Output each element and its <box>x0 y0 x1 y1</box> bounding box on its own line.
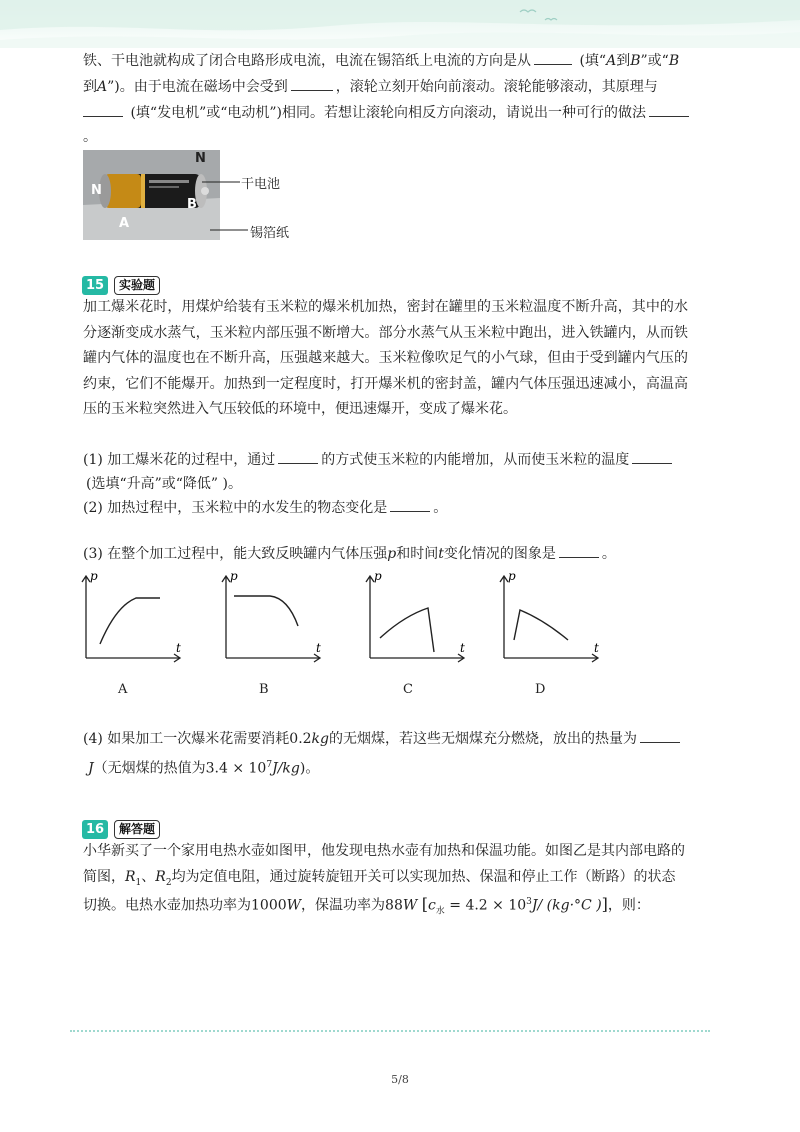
graph-b-xaxis: t <box>316 641 321 655</box>
graph-c <box>362 566 477 666</box>
graph-c-yaxis: p <box>374 569 382 583</box>
graph-c-xaxis: t <box>460 641 465 655</box>
q15-sub1: (1) 加工爆米花的过程中，通过 的方式使玉米粒的内能增加，从而使玉米粒的温度 <box>83 449 675 471</box>
point-b-label: B <box>187 197 197 212</box>
pole-n-top-label: N <box>195 151 206 166</box>
q14-line3: (填“发电机”或“电动机”)相同。若想让滚轮向相反方向滚动，请说出一种可行的做法 <box>83 102 692 124</box>
graph-a-yaxis: p <box>90 569 98 583</box>
battery-label: 干电池 <box>241 177 281 192</box>
graph-d <box>496 566 611 666</box>
pole-n-left-label: N <box>91 183 102 198</box>
foil-label: 锡箔纸 <box>250 226 290 241</box>
graph-a <box>78 566 193 666</box>
graph-b-label: B <box>259 682 269 697</box>
graph-a-label: A <box>118 682 128 697</box>
q15-sub2: (2) 加热过程中，玉米粒中的水发生的物态变化是 。 <box>83 497 447 519</box>
q15-passage: 加工爆米花时，用煤炉给装有玉米粒的爆米机加热，密封在罐里的玉米粒温度不断升高，其中的水分逐渐变成水蒸气，玉米粒内部压强不断增大。部分水蒸气从玉米粒中跑出，进入铁罐内，从而铁罐内气体的温度也在不断升高，压强越来越大。玉米粒像吹足气的小气球，但由于受到罐内气压的约束，它们不能爆开。加热到一定程度时，打开爆米机的密封盖，罐内气体压强迅速减小，高温高压的玉米粒突然进入气压较低的环境中，便迅速爆开，变成了爆米花。 <box>83 299 688 417</box>
header-decoration <box>0 0 800 48</box>
graph-d-label: D <box>535 682 546 697</box>
graph-d-xaxis: t <box>594 641 599 655</box>
q15-number: 15 <box>82 276 108 295</box>
q15-type: 实验题 <box>114 276 160 295</box>
q15-sub1-cont: (选填“升高”或“降低” )。 <box>86 476 243 492</box>
q16-type: 解答题 <box>114 820 160 839</box>
q15-sub3: (3) 在整个加工过程中，能大致反映罐内气体压强p和时间t变化情况的图象是 。 <box>83 543 616 565</box>
q14-line2: 到A”)。由于电流在磁场中会受到 ，滚轮立刻开始向前滚动。滚轮能够滚动，其原理与 <box>83 76 658 98</box>
q15-sub4: (4) 如果加工一次爆米花需要消耗0.2kg的无烟煤，若这些无烟煤充分燃烧，放出的热量为 <box>83 728 683 750</box>
q15-badge <box>82 276 160 295</box>
q14-line4: 。 <box>83 129 97 145</box>
point-a-label: A <box>119 216 130 231</box>
graph-b-yaxis: p <box>230 569 238 583</box>
footer-divider <box>70 1030 710 1032</box>
q16-number: 16 <box>82 820 108 839</box>
graph-d-yaxis: p <box>508 569 516 583</box>
q16-line1: 小华新买了一个家用电热水壶如图甲，他发现电热水壶有加热和保温功能。如图乙是其内部电路的 <box>83 843 685 859</box>
q15-sub4-cont: J（无烟煤的热值为$3.4 \times 10^7J/kg$)。 <box>88 760 320 777</box>
q16-line3: 切换。电热水壶加热功率为1000W，保温功率为88W [$c_水 = 4.2 \times 10^3J/$ (kg·°C )]，则： <box>83 894 650 917</box>
q14-line1: 铁、干电池就构成了闭合电路形成电流，电流在锡箔纸上电流的方向是从 (填“A到B”或“B <box>83 50 679 72</box>
graph-a-xaxis: t <box>176 641 181 655</box>
q16-line2: 简图，$R_1$、$R_2$均为定值电阻，通过旋转旋钮开关可以实现加热、保温和停止工作（断路）的状态 <box>83 869 676 888</box>
q16-badge <box>82 820 160 839</box>
page-number: 5/8 <box>391 1073 409 1086</box>
graph-b <box>218 566 333 666</box>
graph-c-label: C <box>403 682 413 697</box>
